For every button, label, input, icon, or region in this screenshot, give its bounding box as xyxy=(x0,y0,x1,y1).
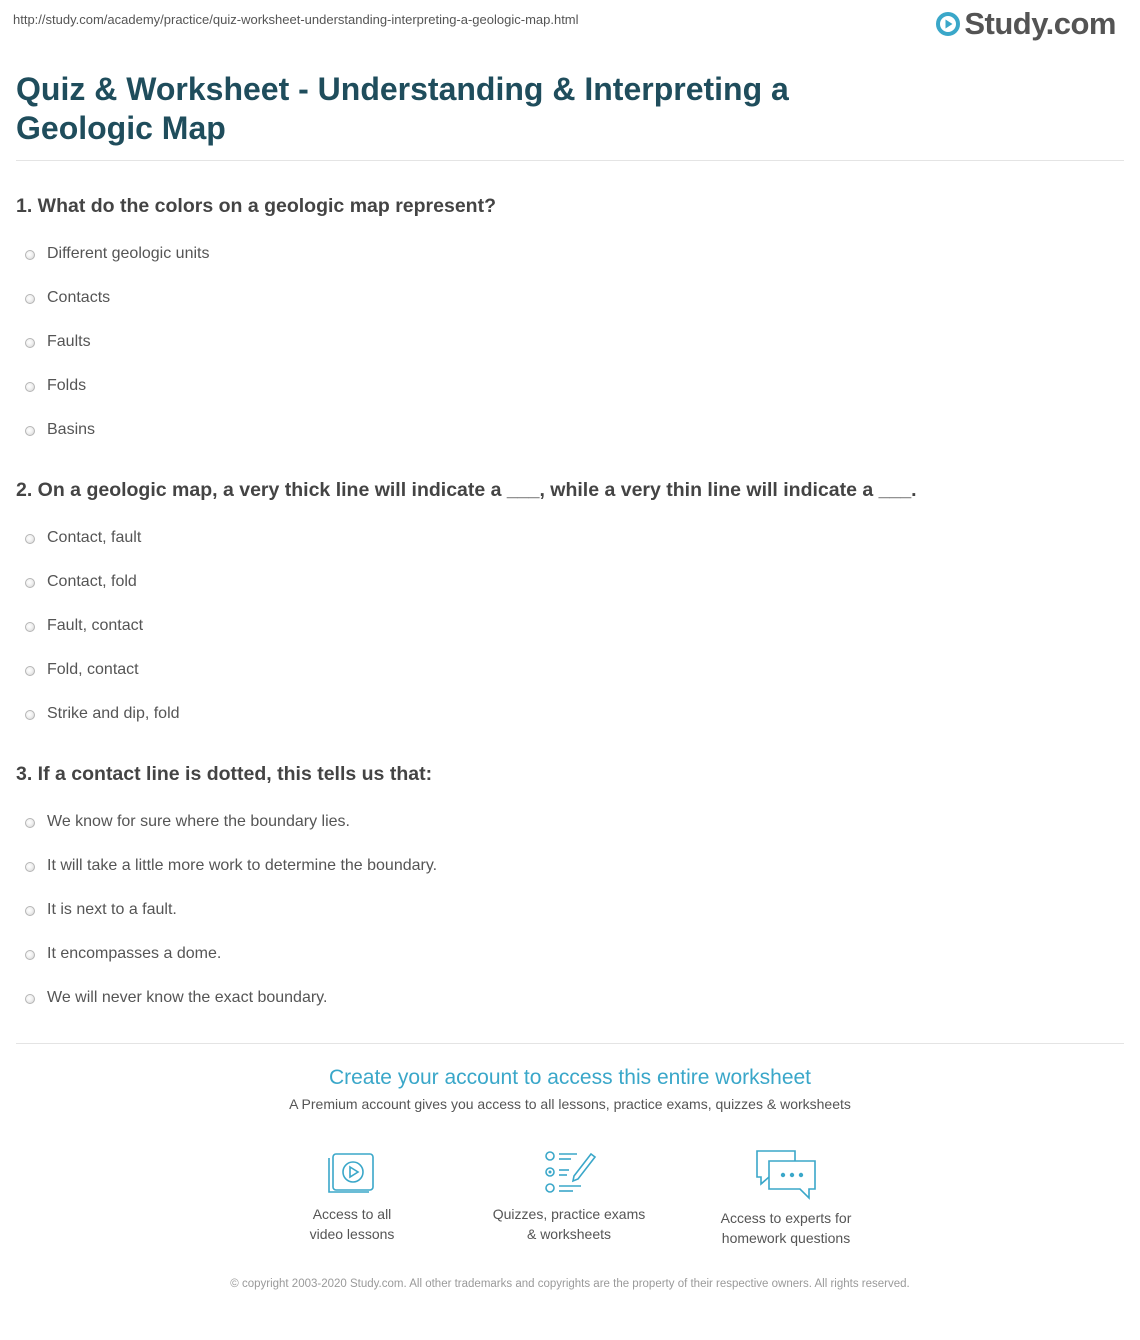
answer-option[interactable] xyxy=(16,368,1124,412)
header-bar xyxy=(0,0,1140,46)
copyright: © copyright 2003-2020 Study.com. All other trademarks and copyrights are the property of their respective owners. All rights reserved. xyxy=(230,1278,910,1290)
chat-bubbles-icon xyxy=(753,1148,819,1200)
answer-option[interactable] xyxy=(16,520,1124,564)
answer-option[interactable] xyxy=(16,236,1124,280)
answer-label: Folds xyxy=(47,377,87,394)
answer-label: Contact, fold xyxy=(47,573,137,590)
question-block xyxy=(16,477,1124,740)
radio-button[interactable] xyxy=(25,426,35,436)
answer-option[interactable] xyxy=(16,280,1124,324)
divider xyxy=(16,1043,1124,1044)
feature-text: Access to experts for homework questions xyxy=(720,1210,852,1246)
radio-button[interactable] xyxy=(25,622,35,632)
answer-option[interactable] xyxy=(16,652,1124,696)
answer-label: Contact, fault xyxy=(47,529,142,546)
page-url: http://study.com/academy/practice/quiz-worksheet-understanding-interpreting-a-geologic-map.html xyxy=(13,12,579,27)
answer-label: It will take a little more work to determine the boundary. xyxy=(47,857,438,874)
radio-button[interactable] xyxy=(25,294,35,304)
radio-button[interactable] xyxy=(25,578,35,588)
feature-text: Access to all video lessons xyxy=(309,1206,395,1242)
answer-label: Contacts xyxy=(47,289,111,306)
radio-button[interactable] xyxy=(25,534,35,544)
question-text: 2. On a geologic map, a very thick line will indicate a ___, while a very thin line will indicate a ___. xyxy=(16,479,917,501)
cta-subtitle: A Premium account gives you access to all lessons, practice exams, quizzes & worksheets xyxy=(289,1096,851,1112)
video-lessons-icon xyxy=(324,1148,380,1196)
answer-option[interactable] xyxy=(16,892,1124,936)
play-circle-icon xyxy=(935,11,961,37)
answer-label: Fault, contact xyxy=(47,617,144,634)
answer-label: Faults xyxy=(47,333,91,350)
answer-option[interactable] xyxy=(16,696,1124,740)
radio-button[interactable] xyxy=(25,710,35,720)
divider xyxy=(16,160,1124,161)
answer-label: It encompasses a dome. xyxy=(47,945,222,962)
answer-label: We know for sure where the boundary lies. xyxy=(47,813,350,830)
answer-option[interactable] xyxy=(16,608,1124,652)
answer-option[interactable] xyxy=(16,412,1124,456)
radio-button[interactable] xyxy=(25,906,35,916)
feature-text: Quizzes, practice exams & worksheets xyxy=(492,1206,646,1242)
answer-label: It is next to a fault. xyxy=(47,901,177,918)
radio-button[interactable] xyxy=(25,250,35,260)
radio-button[interactable] xyxy=(25,950,35,960)
study-logo[interactable] xyxy=(935,6,1116,42)
answer-option[interactable] xyxy=(16,848,1124,892)
answer-label: Different geologic units xyxy=(47,245,210,262)
signup-cta xyxy=(0,1066,1140,1112)
radio-button[interactable] xyxy=(25,818,35,828)
feature-experts xyxy=(686,1148,886,1248)
answer-option[interactable] xyxy=(16,804,1124,848)
radio-button[interactable] xyxy=(25,338,35,348)
answer-label: We will never know the exact boundary. xyxy=(47,989,328,1006)
answer-label: Fold, contact xyxy=(47,661,139,678)
answer-list xyxy=(16,236,1124,456)
radio-button[interactable] xyxy=(25,382,35,392)
answer-label: Basins xyxy=(47,421,96,438)
answer-label: Strike and dip, fold xyxy=(47,705,180,722)
radio-button[interactable] xyxy=(25,994,35,1004)
radio-button[interactable] xyxy=(25,862,35,872)
radio-button[interactable] xyxy=(25,666,35,676)
question-block xyxy=(16,193,1124,456)
logo-text: Study.com xyxy=(964,6,1116,41)
answer-option[interactable] xyxy=(16,324,1124,368)
feature-video-lessons xyxy=(252,1148,452,1244)
answer-option[interactable] xyxy=(16,936,1124,980)
question-text: 3. If a contact line is dotted, this tells us that: xyxy=(16,763,433,785)
answer-list xyxy=(16,804,1124,1024)
page-title: Quiz & Worksheet - Understanding & Interpreting a Geologic Map xyxy=(16,71,789,146)
feature-quizzes xyxy=(469,1148,669,1244)
answer-list xyxy=(16,520,1124,740)
answer-option[interactable] xyxy=(16,980,1124,1024)
answer-option[interactable] xyxy=(16,564,1124,608)
question-text: 1. What do the colors on a geologic map represent? xyxy=(16,195,496,217)
question-block xyxy=(16,761,1124,1024)
quiz-checklist-icon xyxy=(541,1148,597,1196)
cta-title-link[interactable]: Create your account to access this entire worksheet xyxy=(328,1066,812,1089)
